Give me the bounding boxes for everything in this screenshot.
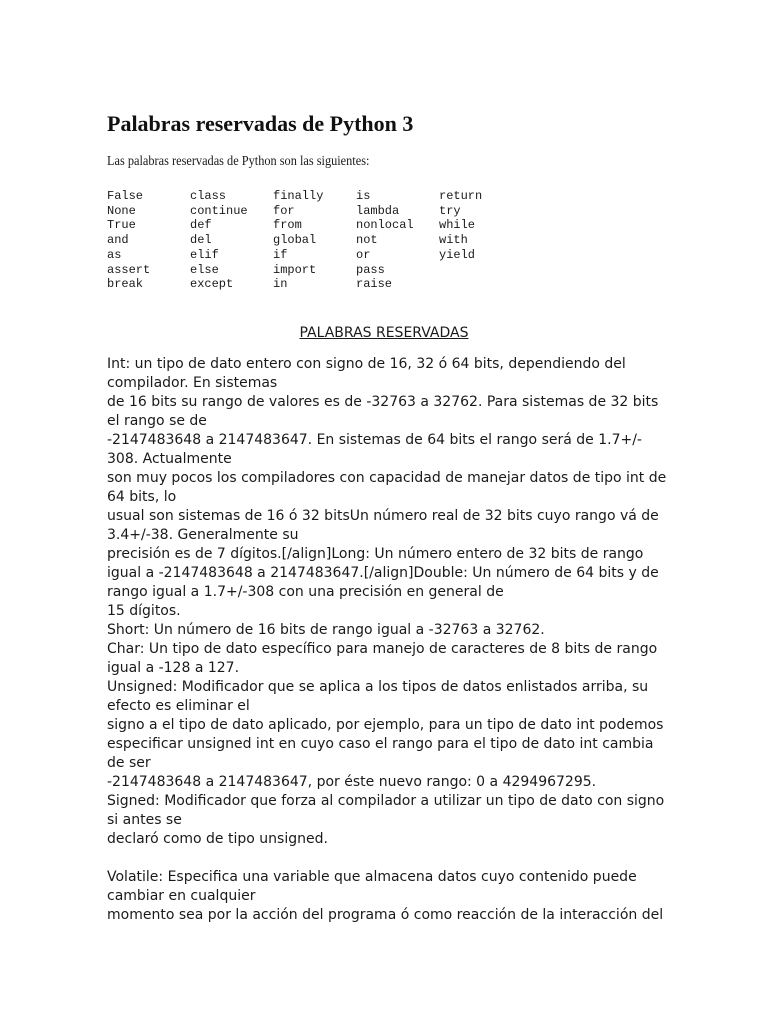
body-line: 3.4+/-38. Generalmente su [107,527,299,543]
body-line: si antes se [107,812,182,828]
body-line: -2147483648 a 2147483647, por éste nuevo rango: 0 a 4294967295. [107,774,597,790]
body-line: -2147483648 a 2147483647. En sistemas de 64 bits el rango será de 1.7+/- [107,432,642,448]
keyword-cell: is [356,189,371,203]
keyword-cell: None [107,203,136,218]
body-line: compilador. En sistemas [107,375,278,391]
keyword-cell: assert [107,262,151,277]
keyword-cell: finally [273,189,324,203]
keyword-cell: return [439,189,483,203]
keywords-row [107,218,499,233]
keyword-cell: try [439,203,461,218]
body-line: Int: un tipo de dato entero con signo de 16, 32 ó 64 bits, dependiendo del [107,356,626,372]
intro-paragraph: Las palabras reservadas de Python son las siguientes: [107,154,370,169]
keyword-cell: for [273,203,295,218]
body-line: 64 bits, lo [107,489,177,505]
keyword-cell: pass [356,262,385,277]
keyword-cell: not [356,233,378,248]
keyword-cell: yield [439,247,476,262]
body-line: usual son sistemas de 16 ó 32 bitsUn número real de 32 bits cuyo rango vá de [107,508,659,524]
body-line: Short: Un número de 16 bits de rango igual a -32763 a 32762. [107,622,545,638]
keyword-cell [439,263,499,278]
body-line: 15 dígitos. [107,603,181,619]
body-line: de ser [107,755,151,771]
keywords-row [107,189,499,204]
keyword-cell: except [190,277,234,292]
blank-line [107,849,667,868]
keyword-cell: False [107,189,144,203]
body-line: declaró como de tipo unsigned. [107,831,328,847]
keyword-cell: def [190,218,212,233]
keywords-row [107,248,499,263]
body-line: 308. Actualmente [107,451,232,467]
keyword-cell: else [190,262,219,277]
keyword-cell: import [273,262,317,277]
keyword-cell: while [439,218,476,233]
body-line: precisión es de 7 dígitos.[/align]Long: Un número entero de 32 bits de rango [107,546,644,562]
keywords-row [107,204,499,219]
keyword-cell: class [190,189,227,203]
body-line: Signed: Modificador que forza al compilador a utilizar un tipo de dato con signo [107,793,665,809]
keyword-cell: if [273,247,288,262]
body-line: de 16 bits su rango de valores es de -32763 a 32762. Para sistemas de 32 bits [107,394,659,410]
keyword-cell: in [273,277,288,292]
keyword-cell: True [107,218,136,233]
keyword-cell: del [190,233,212,248]
body-line: rango igual a 1.7+/-308 con una precisión en general de [107,584,504,600]
body-line: efecto es eliminar el [107,698,250,714]
body-line: signo a el tipo de dato aplicado, por ejemplo, para un tipo de dato int podemos [107,717,664,733]
body-line: Unsigned: Modificador que se aplica a los tipos de datos enlistados arriba, su [107,679,649,695]
keyword-cell: from [273,218,302,233]
keyword-cell: lambda [356,203,400,218]
body-line: igual a -128 a 127. [107,660,240,676]
body-line: especificar unsigned int en cuyo caso el rango para el tipo de dato int cambia [107,736,654,752]
body-line: igual a -2147483648 a 2147483647.[/align]Double: Un número de 64 bits y de [107,565,659,581]
keyword-cell: with [439,233,468,248]
keywords-row [107,277,499,292]
page-title: Palabras reservadas de Python 3 [107,111,414,136]
body-line: son muy pocos los compiladores con capacidad de manejar datos de tipo int de [107,470,667,486]
keyword-cell: or [356,247,371,262]
keywords-table [107,189,499,292]
keywords-row [107,233,499,248]
keyword-cell: global [273,233,317,248]
keyword-cell [439,277,499,292]
keyword-cell: raise [356,277,393,292]
body-line: cambiar en cualquier [107,888,256,904]
body-line: el rango se de [107,413,207,429]
body-line: Char: Un tipo de dato específico para manejo de caracteres de 8 bits de rango [107,641,658,657]
keyword-cell: and [107,233,129,248]
keywords-table-body [107,189,499,292]
keyword-cell: continue [190,203,248,218]
keyword-cell: break [107,277,144,292]
keywords-row [107,263,499,278]
keyword-cell: elif [190,247,219,262]
keyword-cell: nonlocal [356,218,414,233]
section-heading: PALABRAS RESERVADAS [299,325,469,341]
body-line: Volatile: Especifica una variable que almacena datos cuyo contenido puede [107,869,637,885]
body-line: momento sea por la acción del programa ó como reacción de la interacción del [107,907,664,923]
keyword-cell: as [107,247,122,262]
body-text [107,355,667,925]
